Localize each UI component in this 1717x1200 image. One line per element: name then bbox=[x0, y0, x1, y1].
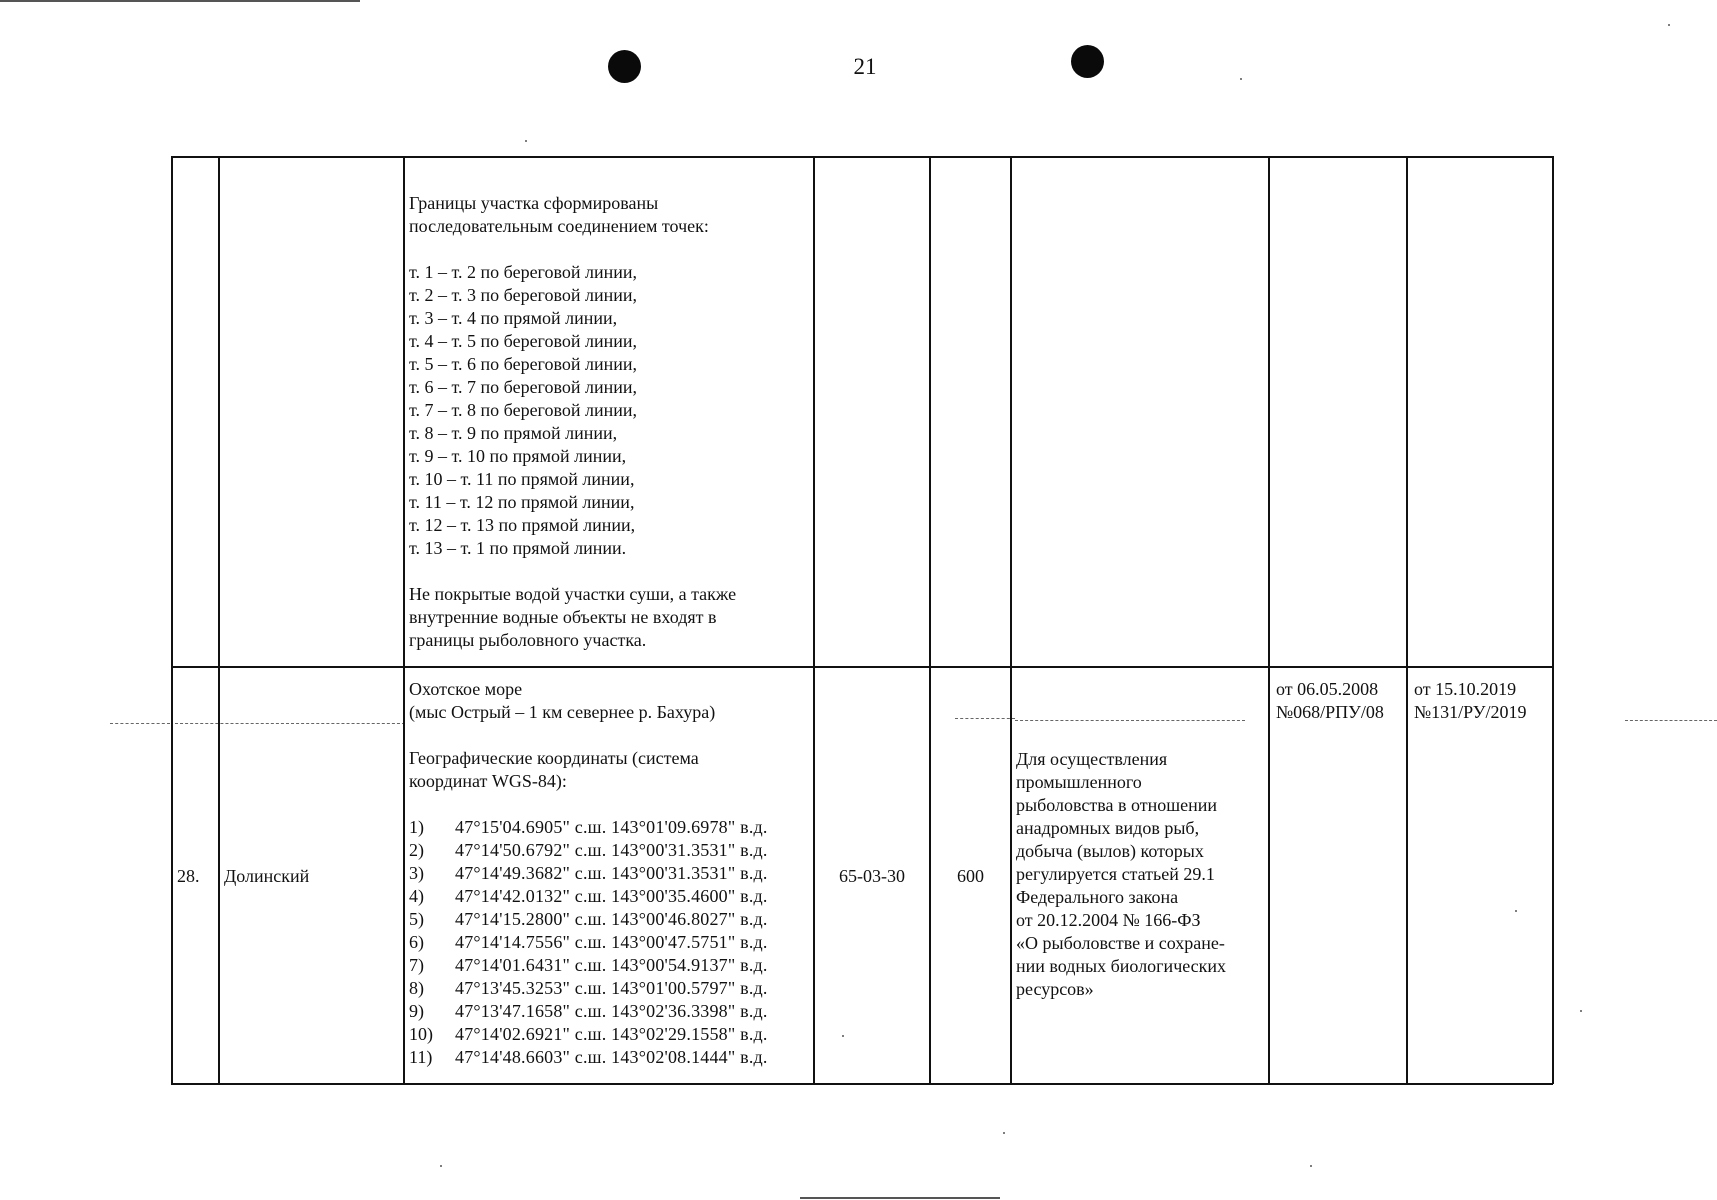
boundary-line: т. 8 – т. 9 по прямой линии, bbox=[409, 423, 618, 443]
coordinate-row bbox=[409, 1046, 768, 1069]
coordinate-index: 6) bbox=[409, 932, 424, 952]
boundary-line: т. 13 – т. 1 по прямой линии. bbox=[409, 538, 627, 558]
area-size: 600 bbox=[957, 866, 984, 886]
column-line bbox=[403, 156, 405, 1084]
purpose-line: нии водных биологических bbox=[1016, 956, 1227, 976]
boundary-line: т. 2 – т. 3 по береговой линии, bbox=[409, 285, 638, 305]
column-line bbox=[1406, 156, 1408, 1084]
coordinate-row bbox=[409, 839, 768, 862]
scan-edge-line bbox=[0, 0, 360, 2]
coordinate-index: 11) bbox=[409, 1047, 433, 1067]
scan-speck bbox=[1580, 1010, 1582, 1012]
table-border-bottom bbox=[171, 1083, 1553, 1085]
fold-mark bbox=[110, 723, 170, 725]
location-line: Охотское море bbox=[409, 679, 523, 699]
table-border-top bbox=[171, 156, 1553, 158]
coordinate-value: 47°13'47.1658" с.ш. 143°02'36.3398" в.д. bbox=[455, 1001, 768, 1021]
purpose-line: промышленного bbox=[1016, 772, 1142, 792]
fold-mark bbox=[1625, 720, 1717, 722]
purpose-line: от 20.12.2004 № 166-ФЗ bbox=[1016, 910, 1201, 930]
coordinate-value: 47°14'50.6792" с.ш. 143°00'31.3531" в.д. bbox=[455, 840, 768, 860]
coordinate-value: 47°14'42.0132" с.ш. 143°00'35.4600" в.д. bbox=[455, 886, 768, 906]
district-name: Долинский bbox=[224, 866, 310, 886]
boundary-line: т. 6 – т. 7 по береговой линии, bbox=[409, 377, 638, 397]
boundary-description bbox=[409, 192, 736, 652]
purpose-line: Для осуществления bbox=[1016, 749, 1168, 769]
location-line: (мыс Острый – 1 км севернее р. Бахура) bbox=[409, 702, 716, 722]
purpose-line: Федерального закона bbox=[1016, 887, 1179, 907]
column-line bbox=[1268, 156, 1270, 1084]
decision-reference-2 bbox=[1414, 678, 1526, 724]
scan-speck bbox=[1240, 78, 1242, 80]
coordinate-row bbox=[409, 954, 768, 977]
punch-hole bbox=[1071, 45, 1104, 78]
fold-mark bbox=[175, 723, 405, 725]
purpose-line: регулируется статьей 29.1 bbox=[1016, 864, 1215, 884]
coordinate-row bbox=[409, 977, 768, 1000]
purpose-line: анадромных видов рыб, bbox=[1016, 818, 1200, 838]
punch-hole bbox=[608, 50, 641, 83]
fold-mark bbox=[1015, 720, 1245, 722]
scan-speck bbox=[1310, 1165, 1312, 1167]
coords-intro-line: Географические координаты (система bbox=[409, 748, 699, 768]
row-separator bbox=[171, 666, 1553, 668]
coordinate-index: 5) bbox=[409, 909, 424, 929]
boundary-line: т. 3 – т. 4 по прямой линии, bbox=[409, 308, 618, 328]
column-line bbox=[1552, 156, 1554, 1084]
scan-speck bbox=[1003, 1132, 1005, 1134]
coordinate-row bbox=[409, 862, 768, 885]
page-number: 21 bbox=[853, 54, 877, 79]
coordinate-index: 7) bbox=[409, 955, 424, 975]
column-line bbox=[171, 156, 173, 1084]
coordinate-index: 3) bbox=[409, 863, 424, 883]
decision-number: №068/РПУ/08 bbox=[1276, 702, 1384, 722]
note-line: Не покрытые водой участки суши, а также bbox=[409, 584, 737, 604]
coordinate-index: 1) bbox=[409, 817, 424, 837]
row-number: 28. bbox=[177, 866, 200, 886]
boundary-line: т. 10 – т. 11 по прямой линии, bbox=[409, 469, 635, 489]
area-code: 65-03-30 bbox=[839, 866, 905, 886]
coordinate-index: 10) bbox=[409, 1024, 433, 1044]
boundary-line: т. 11 – т. 12 по прямой линии, bbox=[409, 492, 635, 512]
column-line bbox=[1010, 156, 1012, 1084]
coordinate-row bbox=[409, 1000, 768, 1023]
decision-reference-1 bbox=[1276, 678, 1384, 724]
column-line bbox=[813, 156, 815, 1084]
scan-speck bbox=[842, 1035, 844, 1037]
scan-edge-line bbox=[800, 1197, 1000, 1199]
coordinate-index: 9) bbox=[409, 1001, 424, 1021]
coordinate-row bbox=[409, 885, 768, 908]
scan-speck bbox=[440, 1165, 442, 1167]
coords-intro-line: координат WGS-84): bbox=[409, 771, 567, 791]
coordinate-row bbox=[409, 816, 768, 839]
scan-speck bbox=[1668, 24, 1670, 26]
coordinate-value: 47°13'45.3253" с.ш. 143°01'00.5797" в.д. bbox=[455, 978, 768, 998]
coordinate-index: 8) bbox=[409, 978, 424, 998]
boundary-line: т. 1 – т. 2 по береговой линии, bbox=[409, 262, 638, 282]
boundary-line: т. 4 – т. 5 по береговой линии, bbox=[409, 331, 638, 351]
coordinate-value: 47°14'48.6603" с.ш. 143°02'08.1444" в.д. bbox=[455, 1047, 768, 1067]
decision-date: от 06.05.2008 bbox=[1276, 679, 1379, 699]
note-line: границы рыболовного участка. bbox=[409, 630, 647, 650]
location-description bbox=[409, 678, 768, 1069]
coordinate-value: 47°14'01.6431" с.ш. 143°00'54.9137" в.д. bbox=[455, 955, 768, 975]
column-line bbox=[929, 156, 931, 1084]
coordinate-value: 47°14'14.7556" с.ш. 143°00'47.5751" в.д. bbox=[455, 932, 768, 952]
decision-number: №131/РУ/2019 bbox=[1414, 702, 1527, 722]
purpose-line: добыча (вылов) которых bbox=[1016, 841, 1204, 861]
purpose-line: рыболовства в отношении bbox=[1016, 795, 1218, 815]
coordinate-row bbox=[409, 1023, 768, 1046]
column-line bbox=[218, 156, 220, 1084]
coordinate-row bbox=[409, 908, 768, 931]
boundary-line: т. 5 – т. 6 по береговой линии, bbox=[409, 354, 638, 374]
coordinate-index: 2) bbox=[409, 840, 424, 860]
scan-speck bbox=[1515, 910, 1517, 912]
boundary-line: т. 9 – т. 10 по прямой линии, bbox=[409, 446, 627, 466]
purpose-line: ресурсов» bbox=[1016, 979, 1094, 999]
scan-speck bbox=[525, 140, 527, 142]
decision-date: от 15.10.2019 bbox=[1414, 679, 1517, 699]
boundary-intro-line: Границы участка сформированы bbox=[409, 193, 659, 213]
coordinate-value: 47°14'02.6921" с.ш. 143°02'29.1558" в.д. bbox=[455, 1024, 768, 1044]
boundary-intro-line: последовательным соединением точек: bbox=[409, 216, 709, 236]
boundary-line: т. 7 – т. 8 по береговой линии, bbox=[409, 400, 638, 420]
coordinate-row bbox=[409, 931, 768, 954]
coordinate-value: 47°14'49.3682" с.ш. 143°00'31.3531" в.д. bbox=[455, 863, 768, 883]
coordinate-value: 47°14'15.2800" с.ш. 143°00'46.8027" в.д. bbox=[455, 909, 768, 929]
fold-mark bbox=[955, 718, 1015, 720]
purpose-description bbox=[1016, 748, 1226, 1001]
note-line: внутренние водные объекты не входят в bbox=[409, 607, 717, 627]
boundary-line: т. 12 – т. 13 по прямой линии, bbox=[409, 515, 636, 535]
coordinate-index: 4) bbox=[409, 886, 424, 906]
coordinate-value: 47°15'04.6905" с.ш. 143°01'09.6978" в.д. bbox=[455, 817, 768, 837]
purpose-line: «О рыболовстве и сохране- bbox=[1016, 933, 1225, 953]
